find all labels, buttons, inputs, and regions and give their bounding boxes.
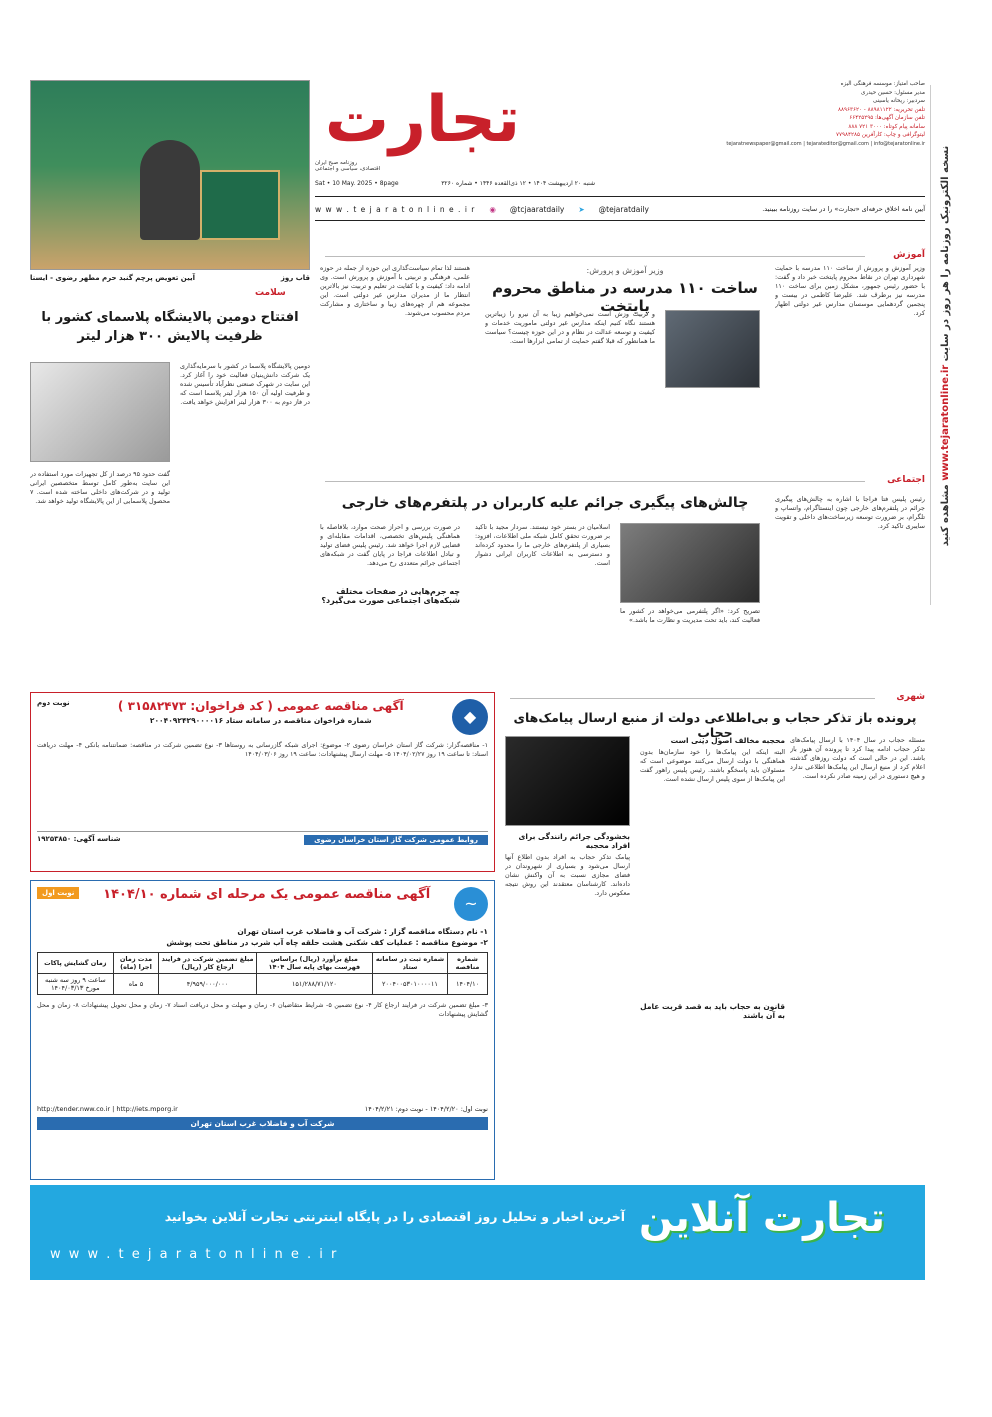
urban-left-col [505, 832, 630, 1043]
health-photo [30, 362, 170, 462]
kicker: وزیر آموزش و پرورش: [586, 266, 664, 275]
headline: ساخت ۱۱۰ مدرسه در مناطق محروم پایتخت [492, 279, 758, 315]
rule [510, 698, 875, 699]
urban-body-right: مسئله حجاب در سال ۱۴۰۴ با ارسال پیامک‌های تذکر حجاب ادامه پیدا کرد تا پرونده آن هنوز باز باشد. این در حالی است که دولت روزهای گذشته اعلام کرد از منبع ارسال این پیامک‌ها اطلاعی ندارد و هیچ دستوری در این زمینه صادر نکرده است. [790, 736, 925, 780]
table-header: مدت زمان اجرا (ماه) [113, 953, 159, 974]
ad-gas-badge: نوبت دوم [37, 699, 70, 707]
photo-caption: آیین تعویض پرچم گنبد حرم مطهر رضوی - ایسنا [30, 274, 195, 282]
info-line: مدیر مسئول: حسین حیدری [861, 89, 925, 96]
education-body-left: هستند لذا تمام سیاست‌گذاری این حوزه از جمله در حوزه علمی، فرهنگی و تربیتی با آموزش و پرورش است. وی ادامه داد: کیفیت و با کفایت در تعلیم و تربیت نیز بالاترین انتظار ما از مدیران مدارس غیر دولتی است. این مجموعه هم از چهره‌های زیبا و ساختاری و مشارکت مردم محسوب می‌شوند. [320, 264, 470, 317]
ad-water-table [37, 952, 488, 995]
table-cell: ۵ ماه [113, 974, 159, 995]
water-logo: ~ [454, 887, 488, 921]
side-strip [930, 85, 954, 605]
health-body-left: گفت حدود ۹۵ درصد از کل تجهیزات مورد استفاده در این سایت به‌طور کامل توسط متخصصین ایرانی تولید و در شرکت‌های داخلی ساخته شده است. ۷ محصول پلاسمایی از این پالایشگاه تولید خواهد شد. [30, 470, 170, 505]
photo-label: قاب روز [280, 274, 310, 282]
social-photo [620, 523, 760, 603]
social-line [315, 202, 925, 216]
urban-body-left: پیامک تذکر حجاب به افراد بدون اطلاع آنها ارسال می‌شود و بسیاری از شهروندان در فضای مجازی نسبت به آن واکنش نشان داده‌اند. کارشناسان معتقدند این روش نتیجه معکوس دارد. [505, 853, 630, 897]
info-line: سامانه پیام کوتاه: ۳۰۰۰ ۷۲۱ ۸۸۸ [848, 123, 925, 130]
person-figure [140, 140, 200, 240]
health-body-right: دومین پالایشگاه پلاسما در کشور با سرمایه‌گذاری یک شرکت دانش‌بنیان فعالیت خود را آغاز کرد. این سایت در شهرک صنعتی نظرآباد تأسیس شده و ظرفیت اولیه آن ۱۵۰ هزار لیتر پلاسما است که در فاز دوم به ۳۰۰ هزار لیتر افزایش خواهد یافت. [180, 362, 310, 406]
table-header: شماره ثبت در سامانه ستاد [372, 953, 447, 974]
section-label-social: اجتماعی [887, 475, 925, 485]
ad-water-line-2: ۲- موضوع مناقصه : عملیات کف شکنی هشت حلقه چاه آب شرب در مناطق تحت پوشش [166, 938, 488, 947]
table-header: زمان گشایش پاکات [38, 953, 114, 974]
emails-line: tejaratnewspaper@gmail.com | tejarateditor@gmail.com | info@tejaratonline.ir [726, 140, 925, 147]
twitter-handle[interactable]: @tcjaaratdaily [509, 204, 565, 214]
table-cell: ۱۴۰۴/۱۰ [448, 974, 488, 995]
rule [325, 256, 865, 257]
section-label-education: آموزش [893, 250, 925, 260]
education-body-right: وزیر آموزش و پرورش از ساخت ۱۱۰ مدرسه با حمایت شهرداری تهران در نقاط محروم پایتخت خبر داد و گفت: با حضور رئیس جمهور، مشکل زمین برای ساخت ۱۱۰ مدرسه نیز برطرف شد. علیرضا کاظمی در بیست و پنجمین گردهمایی موسسان مدارس غیر دولتی اظهار کرد. [775, 264, 925, 317]
social-photo-caption: تصریح کرد: «اگر پلتفرمی می‌خواهد در کشور ما فعالیت کند، باید تحت مدیریت و نظارت ما باشد.» [620, 607, 760, 624]
social-body-right: رئیس پلیس فتا فراجا با اشاره به چالش‌های پیگیری جرائم در پلتفرم‌های خارجی چون اینستاگرام، واتساپ و تلگرام، بر ضرورت توسعه زیرساخت‌های داخلی و تقویت سایبری تاکید کرد. [775, 495, 925, 530]
urban-headline: پرونده باز تذکر حجاب و بی‌اطلاعی دولت از منبع ارسال پیامک‌های حجاب [513, 710, 917, 740]
date-line [315, 180, 595, 192]
gas-logo: ◆ [452, 699, 488, 735]
health-headline: افتتاح دومین پالایشگاه پلاسمای کشور با ظرفیت پالایش ۳۰۰ هزار لیتر [41, 310, 299, 344]
ad-gas-footer: روابط عمومی شرکت گاز استان خراسان رضوی [304, 835, 488, 845]
urban-mid-col [640, 736, 785, 1020]
social-subhead-box [320, 523, 460, 609]
masthead-rule [315, 196, 925, 197]
social-headline: چالش‌های پیگیری جرائم علیه کاربران در پلتفرم‌های خارجی [341, 495, 749, 511]
urban-section [505, 692, 925, 1082]
social-subhead: چه جرم‌هایی در صفحات مختلف شبکه‌های اجتماعی صورت می‌گیرد؟ [321, 587, 460, 605]
photo-box [30, 80, 310, 300]
logo: تجارت روزنامه صبح ایران اقتصادی، سیاسی و اجتماعی [315, 80, 530, 175]
info-line: تلفن سازمان آگهی‌ها: ۶۶۴۲۵۲۹۵ [849, 115, 925, 121]
table-cell: ۱۵۱/۲۸۸/۷۱/۱۲۰ [256, 974, 372, 995]
table-header-row [38, 953, 488, 974]
bottom-banner [30, 1185, 925, 1280]
ad-gas-title: آگهی مناقصه عمومی ( کد فراخوان: ۳۱۵۸۲۴۷۳ ) [117, 699, 404, 713]
social-section [320, 475, 925, 690]
ad-gas-body: ۱- مناقصه‌گزار: شرکت گاز استان خراسان رضوی ۲- موضوع: اجرای شبکه گازرسانی به روستاها ۳- نوع تضمین شرکت در مناقصه: ضمانتنامه بانکی ۴- مهلت دریافت اسناد: تا ساعت ۱۹ روز ۱۴۰۴/۰۲/۲۷ ۵- مهلت ارسال پیشنهادات: ساعت ۱۹ روز ۱۴۰۴/۰۳/۰۶ [37, 741, 488, 758]
section-label-health: سلامت [255, 288, 286, 298]
date-en: Sat • 10 May. 2025 • 8page [315, 180, 399, 187]
photo-image [30, 80, 310, 270]
ad-water-title: آگهی مناقصه عمومی یک مرحله ای شماره ۱۴۰۴/۱۰ [103, 887, 431, 902]
ad-gas-id: شناسه آگهی: ۱۹۲۵۳۸۵۰ [37, 835, 121, 843]
telegram-icon[interactable]: ➤ [578, 204, 585, 214]
subtitle-2: اقتصادی، سیاسی و اجتماعی [315, 166, 381, 172]
urban-subhead-1: محجبه مخالف اصول دینی است [670, 736, 785, 745]
education-body-mid: و تربیت وزش است نمی‌خواهیم زیبا به آن نیرو را زیباترین هستند نگاه کنیم اینکه مدارس غیر دولتی ماموریت خدمات و کیفیت و توسعه عدالت در نظام و در این حوزه چیست؟ سیاست ما همانطور که قبلا گفتم حمایت از تمامی ابزارها است. [485, 310, 655, 345]
ad-water-line-1: ۱- نام دستگاه مناقصه گزار : شرکت آب و فاضلاب غرب استان تهران [237, 927, 488, 936]
ad-water-dates: نوبت اول: ۱۴۰۴/۲/۲۰ - نوبت دوم: ۱۴۰۴/۲/۲۱ [364, 1105, 488, 1113]
ethics-note: آیین نامه اخلاق حرفه‌ای «تجارت» را در سایت روزنامه ببینید. [762, 205, 925, 213]
table-cell: ۴/۹۵۹/۰۰۰/۰۰۰ [159, 974, 257, 995]
info-line: لیتوگرافی و چاپ: کارآفرین ۷۷۹۸۴۲۸۵ [836, 132, 925, 138]
masthead-rule-bottom [315, 220, 925, 221]
info-line: تلفن تحریریه: ۸۸۹۸۱۱۲۲ - ۸۸۹۶۳۶۲۰ [837, 106, 925, 113]
urban-photo [505, 736, 630, 826]
health-section [30, 288, 310, 685]
table-header: مبلغ برآورد (ریال) براساس فهرست بهای پایه سال ۱۴۰۴ [256, 953, 372, 974]
side-strip-text: نسخه الکترونیک روزنامه را هر روز در سایت www.tejaratonline.ir مشاهده کنید [940, 145, 951, 547]
ad-water-site[interactable]: http://tender.nww.co.ir | http://iets.mporg.ir [37, 1105, 178, 1113]
education-photo [665, 310, 760, 388]
ad-water-badge: نوبت اول [37, 887, 79, 899]
ad-gas-subtitle: شماره فراخوان مناقصه در سامانه ستاد ۲۰۰۴۰۹۲۴۲۹۰۰۰۰۱۶ [149, 716, 372, 725]
ad-water-body: ۳- مبلغ تضمین شرکت در فرایند ارجاع کار ۴- نوع تضمین ۵- شرایط متقاضیان ۶- زمان و مهلت و محل دریافت اسناد ۷- زمان و محل تحویل پیشنهادات ۸- زمان و محل گشایش پیشنهادات [37, 1001, 488, 1018]
urban-body-mid: البته اینکه این پیامک‌ها را خود سازمان‌ها بدون هماهنگی با دولت ارسال می‌کنند موضوعی است که مسئولان باید پاسخگو باشند. رئیس پلیس راهور گفت این پیامک‌ها از سوی پلیس ارسال نشده است. [640, 748, 785, 783]
banner-logo: تجارت آنلاین [638, 1195, 885, 1241]
banner-site[interactable]: w w w . t e j a r a t o n l i n e . i r [50, 1247, 339, 1262]
date-fa: شنبه ۲۰ اردیبهشت ۱۴۰۴ • ۱۲ ذی‌القعده ۱۴۴۶ • شماره ۳۲۶۰ [441, 180, 595, 187]
ad-gas [30, 692, 495, 872]
instagram-icon[interactable]: ◉ [489, 204, 496, 214]
urban-subhead-2: قانون به حجاب باید به قصد قربت عامل به آن باشند [640, 1002, 785, 1020]
ad-water-footer: شرکت آب و فاضلاب غرب استان تهران [37, 1117, 488, 1130]
ad-water [30, 880, 495, 1180]
table-cell: ۲۰۰۴۰۰۵۳۰۱۰۰۰۰۱۱ [372, 974, 447, 995]
rule [325, 481, 865, 482]
table-header: مبلغ تضمین شرکت در فرایند ارجاع کار (ریال) [159, 953, 257, 974]
banner-slogan: آخرین اخبار و تحلیل روز اقتصادی را در پایگاه اینترنتی تجارت آنلاین بخوانید [164, 1209, 625, 1224]
social-body-mid: اسلامیان در بستر خود نیستند. سردار مجید با تاکید بر ضرورت تحقق کامل شبکه ملی اطلاعات، افزود: بسیاری از پلتفرم‌های خارجی ما را محدود کرده‌اند و دسترسی به اطلاعات کاربران ایرانی دشوار است. [475, 523, 610, 567]
site-link[interactable]: w w w . t e j a r a t o n l i n e . i r [315, 204, 476, 214]
table-row [38, 974, 488, 995]
info-line: سردبیر: ریحانه یاسینی [872, 98, 925, 104]
info-line: صاحب امتیاز: موسسه فرهنگی الیزه [840, 81, 925, 87]
education-section [320, 250, 925, 470]
masthead [315, 80, 925, 245]
info-block [580, 80, 925, 200]
subtitle-1: روزنامه صبح ایران [315, 160, 358, 166]
section-label-urban: شهری [896, 692, 925, 702]
flag-frame [200, 170, 280, 240]
table-header: شماره مناقصه [448, 953, 488, 974]
education-headline [485, 266, 765, 315]
social-body-left: در صورت بررسی و احراز صحت موارد، بلافاصله با هماهنگی پلیس‌های تخصصی، اقدامات مقابله‌ای و قضایی لازم اجرا خواهد شد. رئیس پلیس فضای تولید و تبادل اطلاعات فراجا در پایان گفت در شبکه‌های اجتماعی جرائم متعددی رخ می‌دهد. [320, 523, 460, 567]
table-cell: ساعت ۹ روز سه شنبه مورخ ۱۴۰۴/۰۳/۱۳ [38, 974, 114, 995]
urban-subhead-3: بخشودگی جرائم رانندگی برای افراد محجبه [518, 832, 630, 850]
telegram-handle[interactable]: @tejaratdaily [598, 204, 649, 214]
